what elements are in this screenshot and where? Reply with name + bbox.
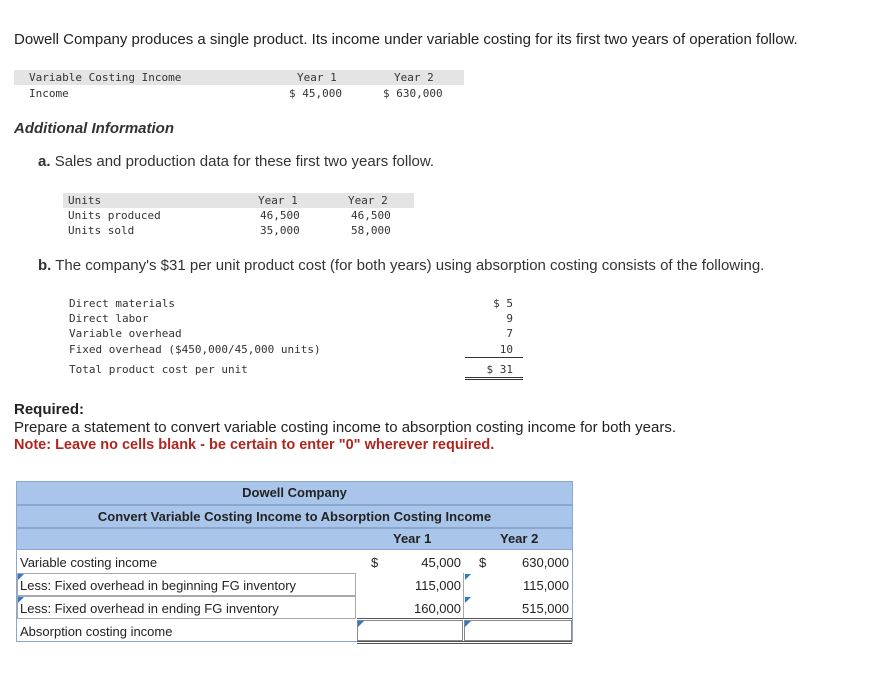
units-row-value: 58,000 <box>351 224 391 237</box>
conversion-title: Convert Variable Costing Income to Absorption Costing Income <box>16 505 573 528</box>
conversion-year1-cell[interactable]: 160,000 <box>414 601 461 616</box>
conversion-year1-header: Year 1 <box>393 531 432 546</box>
input-marker-icon <box>465 574 471 580</box>
part-a-text <box>38 153 434 170</box>
conversion-year2-cell[interactable]: 630,000 <box>522 555 569 570</box>
units-row-value: 35,000 <box>260 224 300 237</box>
input-marker-icon <box>465 621 471 627</box>
cost-row-label: Direct materials <box>69 297 175 310</box>
input-marker-icon <box>465 597 471 603</box>
conversion-year2-header: Year 2 <box>500 531 539 546</box>
income-row-label: Income <box>29 87 69 100</box>
cost-row-value: 10 <box>499 343 513 356</box>
conversion-year2-cell[interactable]: 515,000 <box>522 601 569 616</box>
additional-info-title: Additional Information <box>14 120 174 137</box>
income-year2-header: Year 2 <box>394 71 434 84</box>
conversion-year1-cell[interactable]: 45,000 <box>421 555 461 570</box>
part-a-letter: a. <box>38 153 51 170</box>
conversion-row-label: Variable costing income <box>20 555 158 570</box>
part-b-text <box>38 257 764 274</box>
cost-row-value: 7 <box>506 327 513 340</box>
intro-text: Dowell Company produces a single product. Its income under variable costing for its first two years of operation follow. <box>14 31 798 48</box>
units-row-label: Units sold <box>68 224 135 237</box>
income-year1-value: $ 45,000 <box>289 87 342 100</box>
units-year1-header: Year 1 <box>258 194 298 207</box>
conversion-dollar: $ <box>479 555 487 570</box>
cost-row-label: Direct labor <box>69 312 149 325</box>
conversion-row-label: Absorption costing income <box>20 624 173 639</box>
required-text: Prepare a statement to convert variable costing income to absorption costing income for both years. <box>14 419 677 436</box>
part-b-body: The company's $31 per unit product cost (for both years) using absorption costing consists of the following. <box>55 257 765 274</box>
conversion-row-label: Less: Fixed overhead in beginning FG inventory <box>20 578 297 593</box>
total-rule <box>357 641 572 642</box>
conversion-year1-cell[interactable]: 115,000 <box>414 578 461 593</box>
units-row-label: Units produced <box>68 209 161 222</box>
conversion-year-header-row <box>16 528 573 550</box>
total-rule <box>465 377 523 378</box>
input-marker-icon <box>358 621 364 627</box>
cost-row-label: Variable overhead <box>69 327 182 340</box>
subtotal-rule <box>357 618 572 619</box>
cell-divider <box>463 573 464 596</box>
units-row-value: 46,500 <box>351 209 391 222</box>
income-year2-value: $ 630,000 <box>383 87 443 100</box>
absorption-year1-input[interactable] <box>357 620 463 641</box>
total-double-rule <box>465 379 523 380</box>
cell-divider <box>463 596 464 619</box>
cost-total-value: $ 31 <box>486 363 513 376</box>
cost-row-label: Fixed overhead ($450,000/45,000 units) <box>69 343 321 356</box>
income-year1-header: Year 1 <box>297 71 337 84</box>
units-row-value: 46,500 <box>260 209 300 222</box>
required-note: Note: Leave no cells blank - be certain to enter "0" wherever required. <box>14 437 495 453</box>
part-a-body: Sales and production data for these first two years follow. <box>54 153 435 170</box>
cost-row-value: $ 5 <box>493 297 513 310</box>
income-col-header: Variable Costing Income <box>29 71 182 84</box>
subtotal-rule <box>465 357 523 358</box>
conversion-company: Dowell Company <box>16 481 573 505</box>
units-col-header: Units <box>68 194 102 207</box>
conversion-row-label: Less: Fixed overhead in ending FG inventory <box>20 601 279 616</box>
cost-row-value: 9 <box>506 312 513 325</box>
required-title: Required: <box>14 401 85 418</box>
conversion-dollar: $ <box>371 555 379 570</box>
units-year2-header: Year 2 <box>348 194 388 207</box>
total-double-rule <box>357 643 572 644</box>
part-b-letter: b. <box>38 257 52 274</box>
absorption-year2-input[interactable] <box>464 620 572 641</box>
conversion-year2-cell[interactable]: 115,000 <box>522 578 569 593</box>
cost-total-label: Total product cost per unit <box>69 363 248 376</box>
